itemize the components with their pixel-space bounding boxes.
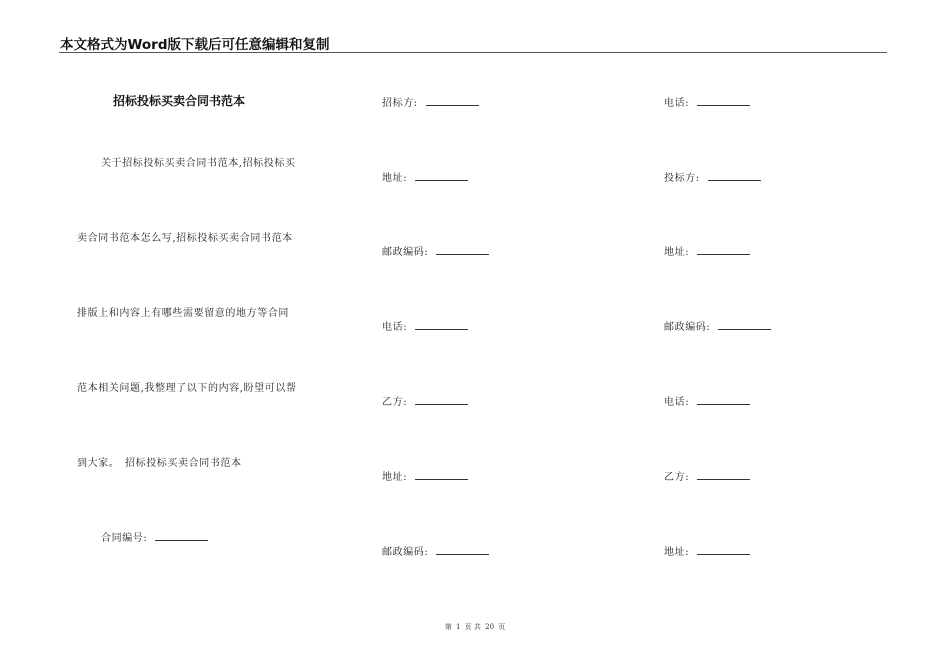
field-blank xyxy=(697,471,750,480)
header-divider xyxy=(59,52,887,53)
right-field-phone-2 xyxy=(664,393,750,408)
field-label: 地址: xyxy=(382,173,408,184)
intro-line-5: 到大家。 招标投标买卖合同书范本 xyxy=(77,458,242,469)
field-label: 电话: xyxy=(382,322,408,333)
field-label: 电话: xyxy=(664,98,690,109)
page-suffix: 页 xyxy=(498,623,506,631)
mid-field-postcode xyxy=(382,243,489,258)
intro-line-1: 关于招标投标买卖合同书范本,招标投标买 xyxy=(101,158,296,169)
document-header: 本文格式为Word版下载后可任意编辑和复制 xyxy=(60,37,330,53)
field-label: 地址: xyxy=(664,247,690,258)
field-blank xyxy=(708,172,761,181)
field-label: 乙方: xyxy=(664,472,690,483)
right-field-address xyxy=(664,243,750,258)
field-label: 邮政编码: xyxy=(382,247,429,258)
field-label: 乙方: xyxy=(382,397,408,408)
field-blank xyxy=(415,471,468,480)
field-blank xyxy=(718,321,771,330)
field-label: 电话: xyxy=(664,397,690,408)
field-blank xyxy=(436,246,489,255)
page-footer xyxy=(0,622,950,632)
field-label: 邮政编码: xyxy=(382,547,429,558)
contract-number-field xyxy=(101,529,208,544)
intro-line-2: 卖合同书范本怎么写,招标投标买卖合同书范本 xyxy=(77,233,293,244)
right-field-postcode xyxy=(664,318,771,333)
field-blank xyxy=(415,396,468,405)
contract-number-blank xyxy=(155,532,208,541)
intro-line-4: 范本相关问题,我整理了以下的内容,盼望可以帮 xyxy=(77,383,297,394)
field-blank xyxy=(426,97,479,106)
field-blank xyxy=(415,172,468,181)
field-blank xyxy=(436,546,489,555)
field-blank xyxy=(697,546,750,555)
field-label: 投标方: xyxy=(664,173,700,184)
document-title: 招标投标买卖合同书范本 xyxy=(113,94,246,108)
field-label: 地址: xyxy=(664,547,690,558)
field-blank xyxy=(697,97,750,106)
field-blank xyxy=(697,396,750,405)
field-label: 地址: xyxy=(382,472,408,483)
page-total: 20 xyxy=(485,623,495,631)
right-field-phone xyxy=(664,94,750,109)
mid-field-address-2 xyxy=(382,468,468,483)
field-label: 邮政编码: xyxy=(664,322,711,333)
mid-field-postcode-2 xyxy=(382,543,489,558)
right-field-bidder xyxy=(664,169,761,184)
intro-line-3: 排版上和内容上有哪些需要留意的地方等合同 xyxy=(77,308,289,319)
field-blank xyxy=(697,246,750,255)
mid-field-party-b xyxy=(382,393,468,408)
right-field-address-2 xyxy=(664,543,750,558)
right-field-party-b xyxy=(664,468,750,483)
field-blank xyxy=(415,321,468,330)
page-number: 1 xyxy=(455,623,461,631)
mid-field-address xyxy=(382,169,468,184)
page-prefix: 第 xyxy=(444,623,452,631)
mid-field-tenderer xyxy=(382,94,479,109)
contract-number-label: 合同编号: xyxy=(101,533,148,544)
field-label: 招标方: xyxy=(382,98,418,109)
mid-field-phone xyxy=(382,318,468,333)
page-middle: 页 共 xyxy=(464,623,481,631)
